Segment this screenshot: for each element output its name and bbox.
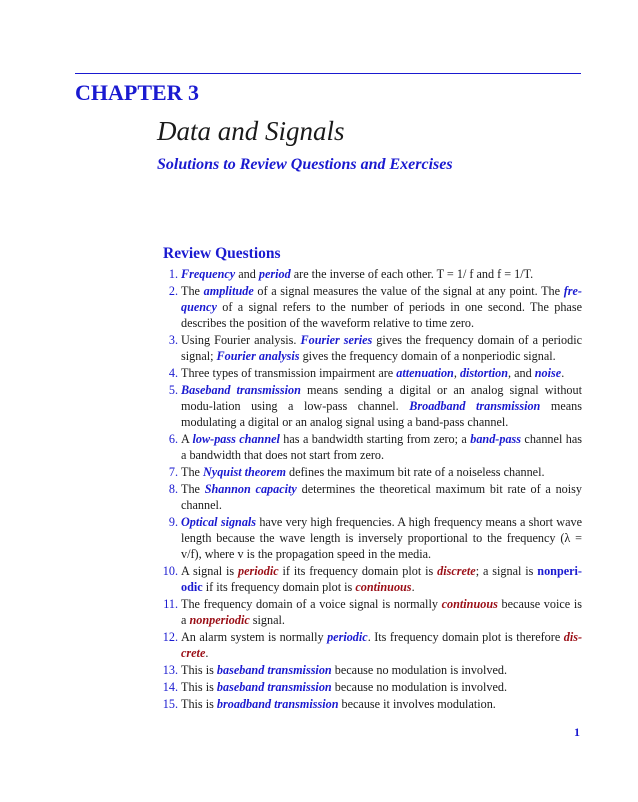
text-run: The <box>181 465 203 479</box>
key-term: Broadband transmission <box>409 399 541 413</box>
key-term-bold: nonperi-odic <box>181 564 582 595</box>
text-run: has a bandwidth starting from zero; a <box>279 432 471 446</box>
text-run: The frequency domain of a voice signal is normally <box>181 597 442 611</box>
question-number: 7. <box>168 465 178 479</box>
question-text <box>181 596 582 628</box>
text-run: gives the frequency domain of a periodic signal; <box>181 333 583 364</box>
question-text <box>181 481 582 513</box>
text-run: channel has a bandwidth that does not start from zero. <box>181 432 582 463</box>
text-run: Using Fourier analysis. <box>181 333 301 347</box>
key-term: fre-quency <box>181 283 582 314</box>
review-question <box>150 431 582 463</box>
text-run: . <box>411 580 415 595</box>
key-term: periodic <box>327 630 368 644</box>
text-run: . <box>205 646 209 661</box>
review-question <box>150 283 582 332</box>
question-number: 12. <box>162 630 178 644</box>
review-question <box>150 563 582 595</box>
text-run: because no modulation is involved. <box>331 679 508 694</box>
question-number: 4. <box>168 366 178 380</box>
text-run: because it involves modulation. <box>338 696 496 711</box>
question-text <box>181 283 582 332</box>
key-term: broadband transmission <box>216 696 339 711</box>
key-term: distortion <box>459 366 509 380</box>
question-number: 14. <box>162 679 178 694</box>
key-term: period <box>258 267 291 281</box>
review-question <box>150 464 582 480</box>
review-question <box>150 679 582 695</box>
text-run: have very high frequencies. A high frequency means a short wave length because the wave length is inversely proportional to the frequency (λ = v/f), where v is the propagation speed in the media. <box>181 514 582 562</box>
text-run: This is <box>181 696 217 711</box>
text-run: signal. <box>249 613 285 628</box>
key-term: baseband transmission <box>216 679 332 694</box>
key-term: low-pass channel <box>192 432 280 446</box>
chapter-label: CHAPTER 3 <box>75 80 200 105</box>
question-text <box>181 679 582 695</box>
question-text <box>181 266 582 282</box>
text-run: A <box>181 432 193 446</box>
question-text <box>181 563 582 595</box>
key-term-alt: dis-crete <box>181 630 582 661</box>
review-questions-list <box>150 266 582 712</box>
key-term-alt: periodic <box>238 564 279 578</box>
text-run: and <box>235 267 259 281</box>
text-run: . <box>561 366 565 380</box>
review-question <box>150 629 582 661</box>
key-term-alt: discrete <box>437 564 476 578</box>
text-run: Three types of transmission impairment are <box>181 366 397 380</box>
key-term: Frequency <box>181 267 236 281</box>
page-number: 1 <box>574 725 580 739</box>
key-term: Fourier analysis <box>216 349 300 364</box>
text-run: The <box>181 481 205 496</box>
key-term: band-pass <box>470 432 522 446</box>
text-run: , <box>453 366 460 380</box>
question-number: 5. <box>168 382 178 397</box>
header-rule <box>75 73 581 74</box>
review-question <box>150 596 582 628</box>
question-text <box>181 431 582 463</box>
key-term-alt: continuous <box>441 597 498 611</box>
text-run: if its frequency domain plot is <box>278 564 438 578</box>
question-number: 6. <box>168 432 178 446</box>
key-term: baseband transmission <box>216 663 332 677</box>
question-number: 8. <box>168 481 178 496</box>
key-term: Optical signals <box>181 514 257 529</box>
question-number: 11. <box>163 597 178 611</box>
key-term-alt: nonperiodic <box>189 613 250 628</box>
key-term: Fourier series <box>300 333 373 347</box>
question-text <box>181 662 582 678</box>
key-term: Baseband transmission <box>181 382 301 397</box>
review-question <box>150 332 582 364</box>
text-run: This is <box>181 679 217 694</box>
key-term: noise <box>534 366 562 380</box>
question-text <box>181 629 582 661</box>
review-question <box>150 365 582 381</box>
text-run: if its frequency domain plot is <box>202 580 356 595</box>
question-text <box>181 696 582 712</box>
review-question <box>150 481 582 513</box>
question-text <box>181 514 582 563</box>
text-run: . Its frequency domain plot is therefore <box>367 630 564 644</box>
text-run: ; a signal is <box>475 564 538 578</box>
chapter-subtitle: Solutions to Review Questions and Exercises <box>157 156 453 173</box>
text-run: means modulating a digital or an analog signal using a band-pass channel. <box>181 399 582 430</box>
question-number: 3. <box>168 333 178 347</box>
text-run: because no modulation is involved. <box>331 663 508 677</box>
text-run: defines the maximum bit rate of a noiseless channel. <box>285 465 545 479</box>
review-question <box>150 514 582 563</box>
text-run: The <box>181 283 204 298</box>
key-term: Nyquist theorem <box>203 465 286 479</box>
review-question <box>150 696 582 712</box>
text-run: determines the theoretical maximum bit rate of a noisy channel. <box>181 481 582 512</box>
review-question <box>150 382 582 431</box>
question-number: 10. <box>162 564 178 578</box>
review-question <box>150 662 582 678</box>
question-number: 13. <box>162 663 178 677</box>
chapter-title: Data and Signals <box>157 116 345 146</box>
section-heading: Review Questions <box>163 245 281 262</box>
text-run: of a signal refers to the number of periods in one second. The phase describes the position of the waveform relative to time zero. <box>181 300 582 331</box>
text-run: of a signal measures the value of the signal at any point. The <box>253 283 564 298</box>
text-run: are the inverse of each other. T = 1/ f and f = 1/T. <box>290 267 534 281</box>
key-term: amplitude <box>203 283 254 298</box>
text-run: An alarm system is normally <box>181 630 328 644</box>
question-text <box>181 365 582 381</box>
key-term-alt: continuous <box>355 580 412 595</box>
question-text <box>181 332 582 364</box>
question-number: 9. <box>168 514 178 529</box>
text-run: because voice is a <box>181 597 582 628</box>
question-number: 2. <box>168 283 178 298</box>
question-text <box>181 382 582 431</box>
text-run: gives the frequency domain of a nonperiodic signal. <box>299 349 556 364</box>
review-question <box>150 266 582 282</box>
key-term: attenuation <box>396 366 454 380</box>
question-number: 15. <box>162 696 178 711</box>
key-term: Shannon capacity <box>204 481 297 496</box>
text-run: means sending a digital or an analog signal without modu-lation using a low-pass channel. <box>181 382 582 413</box>
question-text <box>181 464 582 480</box>
text-run: , and <box>508 366 535 380</box>
text-run: This is <box>181 663 217 677</box>
question-number: 1. <box>168 267 178 281</box>
text-run: A signal is <box>181 564 239 578</box>
